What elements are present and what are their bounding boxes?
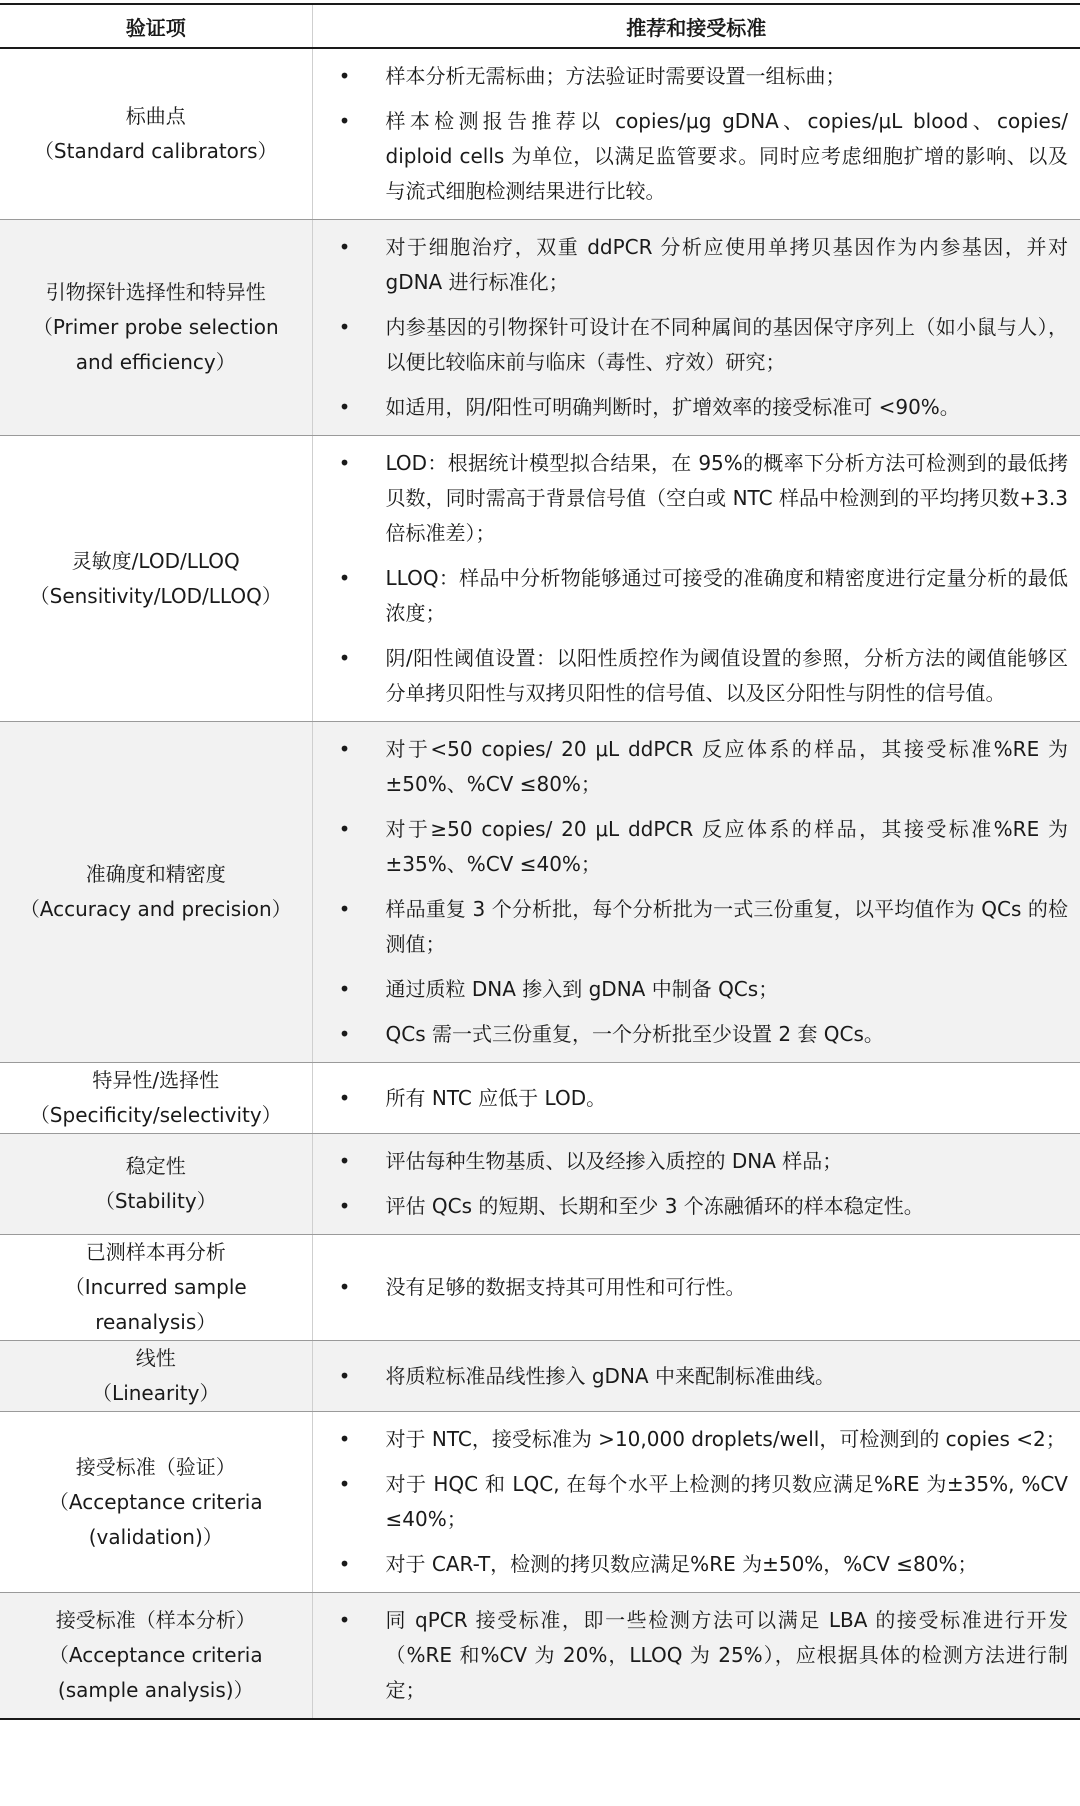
criteria-list <box>313 1081 1080 1116</box>
bullet-icon: • <box>338 395 351 419</box>
criteria-cell <box>312 1341 1080 1412</box>
criteria-text: 同 qPCR 接受标准，即一些检测方法可以满足 LBA 的接受标准进行开发（%RE 和%CV 为 20%，LLOQ 为 25%），应根据具体的检测方法进行制定； <box>385 1608 1068 1702</box>
list-item <box>313 104 1080 209</box>
item-label-cn: 稳定性 <box>125 1154 186 1178</box>
item-label-cn: 准确度和精密度 <box>85 862 226 886</box>
criteria-text: 样本分析无需标曲；方法验证时需要设置一组标曲； <box>385 64 846 88</box>
table-row <box>0 1412 1080 1593</box>
header-validation-item: 验证项 <box>0 4 312 48</box>
criteria-text: 评估每种生物基质、以及经掺入质控的 DNA 样品； <box>385 1149 843 1173</box>
validation-item-cell <box>0 1341 312 1412</box>
item-label-en: （Standard calibrators） <box>33 139 278 163</box>
validation-item-cell <box>0 1134 312 1235</box>
list-item <box>313 892 1080 962</box>
list-item <box>313 230 1080 300</box>
bullet-icon: • <box>338 109 351 133</box>
criteria-text: 对于 CAR-T，检测的拷贝数应满足%RE 为±50%，%CV ≤80%； <box>385 1552 978 1576</box>
table-row <box>0 1063 1080 1134</box>
criteria-text: 如适用，阴/阳性可明确判断时，扩增效率的接受标准可 <90%。 <box>385 395 960 419</box>
bullet-icon: • <box>338 1363 351 1388</box>
item-label-en: reanalysis） <box>95 1310 217 1334</box>
criteria-list <box>313 1422 1080 1582</box>
validation-item-cell <box>0 1412 312 1593</box>
table-row <box>0 1593 1080 1720</box>
bullet-icon: • <box>338 1275 351 1299</box>
criteria-list <box>313 1144 1080 1224</box>
list-item <box>313 390 1080 425</box>
criteria-text: LLOQ：样品中分析物能够通过可接受的准确度和精密度进行定量分析的最低浓度； <box>385 566 1068 625</box>
item-label-en: （Stability） <box>94 1189 217 1213</box>
bullet-icon: • <box>338 64 351 88</box>
item-label-en: （Sensitivity/LOD/LLOQ） <box>29 583 282 608</box>
bullet-icon: • <box>338 1472 351 1496</box>
item-label-en: and efficiency） <box>75 350 236 374</box>
list-item <box>313 1359 1080 1394</box>
item-label-cn: 灵敏度/LOD/LLOQ <box>71 548 240 573</box>
list-item <box>313 1081 1080 1116</box>
validation-item-cell <box>0 1063 312 1134</box>
bullet-icon: • <box>338 1608 351 1632</box>
criteria-cell <box>312 1063 1080 1134</box>
list-item <box>313 561 1080 631</box>
validation-criteria-table <box>0 3 1080 1720</box>
item-label-en: （Acceptance criteria <box>48 1643 263 1667</box>
item-label-cn: 已测样本再分析 <box>85 1240 226 1264</box>
bullet-icon: • <box>338 897 351 921</box>
table-row <box>0 1134 1080 1235</box>
validation-item-cell <box>0 1235 312 1341</box>
criteria-text: 内参基因的引物探针可设计在不同种属间的基因保守序列上（如小鼠与人），以便比较临床前与临床（毒性、疗效）研究； <box>385 315 1068 374</box>
validation-item-cell <box>0 48 312 220</box>
item-label-en: (sample analysis)） <box>57 1678 254 1702</box>
item-label-cn: 接受标准（样本分析） <box>55 1608 256 1632</box>
bullet-icon: • <box>338 1149 351 1173</box>
criteria-text: 样本检测报告推荐以 copies/μg gDNA、copies/μL blood、copies/ diploid cells 为单位，以满足监管要求。同时应考虑细胞扩增的影响、以及与流式细胞检测结果进行比较。 <box>385 109 1068 203</box>
bullet-icon: • <box>338 235 351 259</box>
list-item <box>313 310 1080 380</box>
table-row <box>0 220 1080 436</box>
criteria-cell <box>312 436 1080 722</box>
criteria-text: QCs 需一式三份重复，一个分析批至少设置 2 套 QCs。 <box>385 1022 884 1046</box>
list-item <box>313 59 1080 94</box>
list-item <box>313 1603 1080 1708</box>
criteria-text: 样品重复 3 个分析批，每个分析批为一式三份重复，以平均值作为 QCs 的检测值； <box>385 897 1068 956</box>
item-label-en: (validation)） <box>88 1524 223 1549</box>
criteria-cell <box>312 48 1080 220</box>
validation-item-cell <box>0 722 312 1063</box>
bullet-icon: • <box>338 451 351 475</box>
item-label-en: （Accuracy and precision） <box>19 897 292 921</box>
list-item <box>313 641 1080 711</box>
item-label-en: （Specificity/selectivity） <box>29 1103 282 1127</box>
criteria-cell <box>312 1412 1080 1593</box>
criteria-list <box>313 1270 1080 1305</box>
list-item <box>313 1270 1080 1305</box>
criteria-text: LOD：根据统计模型拟合结果，在 95%的概率下分析方法可检测到的最低拷贝数，同时需高于背景信号值（空白或 NTC 样品中检测到的平均拷贝数+3.3 倍标准差）； <box>385 451 1068 545</box>
list-item <box>313 1547 1080 1582</box>
bullet-icon: • <box>338 1427 351 1451</box>
bullet-icon: • <box>338 737 351 761</box>
list-item <box>313 732 1080 802</box>
bullet-icon: • <box>338 1552 351 1576</box>
criteria-list <box>313 446 1080 711</box>
validation-item-cell <box>0 220 312 436</box>
criteria-text: 对于<50 copies/ 20 μL ddPCR 反应体系的样品，其接受标准%RE 为±50%、%CV ≤80%； <box>385 737 1068 796</box>
list-item <box>313 1189 1080 1224</box>
bullet-icon: • <box>338 1085 351 1110</box>
list-item <box>313 1467 1080 1537</box>
criteria-text: 将质粒标准品线性掺入 gDNA 中来配制标准曲线。 <box>385 1363 835 1388</box>
criteria-cell <box>312 722 1080 1063</box>
bullet-icon: • <box>338 817 351 841</box>
criteria-list <box>313 230 1080 425</box>
item-label-en: （Acceptance criteria <box>48 1489 263 1514</box>
criteria-list <box>313 1359 1080 1394</box>
criteria-cell <box>312 1593 1080 1720</box>
criteria-text: 评估 QCs 的短期、长期和至少 3 个冻融循环的样本稳定性。 <box>385 1194 924 1218</box>
criteria-cell <box>312 220 1080 436</box>
criteria-cell <box>312 1235 1080 1341</box>
table-row <box>0 1235 1080 1341</box>
criteria-cell <box>312 1134 1080 1235</box>
criteria-list <box>313 1603 1080 1708</box>
table-row <box>0 48 1080 220</box>
bullet-icon: • <box>338 646 351 670</box>
item-label-cn: 特异性/选择性 <box>92 1068 220 1092</box>
list-item <box>313 446 1080 551</box>
criteria-text: 阴/阳性阈值设置：以阳性质控作为阈值设置的参照，分析方法的阈值能够区分单拷贝阳性与双拷贝阳性的信号值、以及区分阳性与阴性的信号值。 <box>385 646 1068 705</box>
header-criteria: 推荐和接受标准 <box>312 4 1080 48</box>
item-label-en: （Primer probe selection <box>32 315 279 339</box>
table-row <box>0 722 1080 1063</box>
validation-item-cell <box>0 436 312 722</box>
table-header-row <box>0 4 1080 48</box>
bullet-icon: • <box>338 1022 351 1046</box>
criteria-list <box>313 732 1080 1052</box>
criteria-text: 对于 HQC 和 LQC, 在每个水平上检测的拷贝数应满足%RE 为±35%, %CV ≤40%； <box>385 1472 1068 1531</box>
criteria-text: 对于 NTC，接受标准为 >10,000 droplets/well，可检测到的 copies <2； <box>385 1427 1066 1451</box>
criteria-text: 通过质粒 DNA 掺入到 gDNA 中制备 QCs； <box>385 977 779 1001</box>
item-label-cn: 引物探针选择性和特异性 <box>45 280 266 304</box>
list-item <box>313 812 1080 882</box>
criteria-text: 对于≥50 copies/ 20 μL ddPCR 反应体系的样品，其接受标准%RE 为±35%、%CV ≤40%； <box>385 817 1068 876</box>
table-row <box>0 1341 1080 1412</box>
list-item <box>313 1144 1080 1179</box>
list-item <box>313 1422 1080 1457</box>
criteria-text: 没有足够的数据支持其可用性和可行性。 <box>385 1275 746 1299</box>
item-label-cn: 标曲点 <box>125 104 186 128</box>
bullet-icon: • <box>338 977 351 1001</box>
item-label-cn: 线性 <box>135 1346 176 1370</box>
bullet-icon: • <box>338 566 351 590</box>
bullet-icon: • <box>338 315 351 339</box>
item-label-en: （Incurred sample <box>64 1275 247 1299</box>
list-item <box>313 972 1080 1007</box>
item-label-cn: 接受标准（验证） <box>75 1454 236 1479</box>
criteria-text: 所有 NTC 应低于 LOD。 <box>385 1085 607 1110</box>
bullet-icon: • <box>338 1194 351 1218</box>
validation-item-cell <box>0 1593 312 1720</box>
criteria-list <box>313 59 1080 209</box>
criteria-text: 对于细胞治疗，双重 ddPCR 分析应使用单拷贝基因作为内参基因，并对 gDNA 进行标准化； <box>385 235 1068 294</box>
list-item <box>313 1017 1080 1052</box>
table-row <box>0 436 1080 722</box>
item-label-en: （Linearity） <box>92 1381 220 1405</box>
